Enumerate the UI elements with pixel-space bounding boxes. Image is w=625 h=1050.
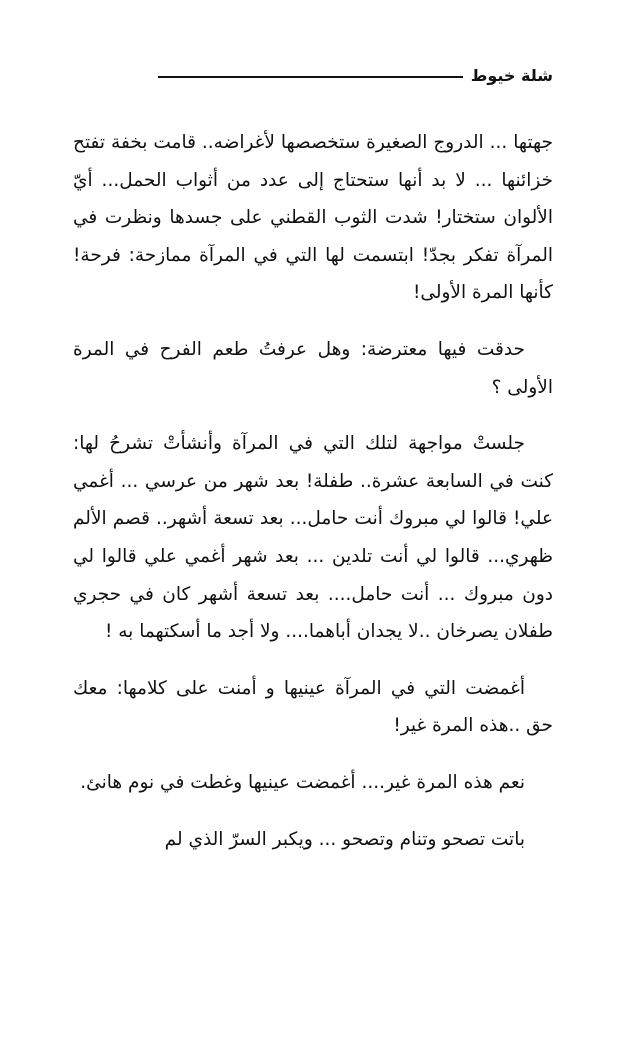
paragraph: نعم هذه المرة غير.... أغمضت عينيها وغطت في نوم هانئ. [80,771,525,793]
paragraph: باتت تصحو وتنام وتصحو ... ويكبر السرّ الذي لم [164,828,525,850]
paragraph: جهتها ... الدروج الصغيرة ستخصصها لأغراضه.. قامت بخفة تفتح خزائنها ... لا بد أنها ستحتاج إلى عدد من أثواب الحمل... أيّ الألوان ستختار! شدت الثوب القطني على جسدها ونظرت في المرآة تفكر بجدّ! ابتسمت لها التي في المرآة ممازحة: فرحة! كأنها المرة الأولى! [73,132,553,304]
header-rule [158,76,463,78]
chapter-title: شلة خيوط [470,66,553,85]
paragraph: حدقت فيها معترضة: وهل عرفتُ طعم الفرح في المرة الأولى ؟ [73,338,553,398]
running-header [158,62,553,90]
paragraph: أغمضت التي في المرآة عينيها و أمنت على كلامها: معك حق ..هذه المرة غير! [73,677,553,737]
paragraph: جلستْ مواجهة لتلك التي في المرآة وأنشأتْ تشرحُ لها: كنت في السابعة عشرة.. طفلة! بعد شهر من عرسي ... أغمي علي! قالوا لي مبروك أنت حامل... بعد تسعة أشهر.. قصم الألم ظهري... قالوا لي أنت تلدين ... بعد شهر أغمي علي قالوا لي دون مبروك ... أنت حامل.... بعد تسعة أشهر كان في حجري طفلان يصرخان ..لا يجدان أباهما.... ولا أجد ما أسكتهما به ! [73,433,553,643]
body-text [73,124,553,877]
